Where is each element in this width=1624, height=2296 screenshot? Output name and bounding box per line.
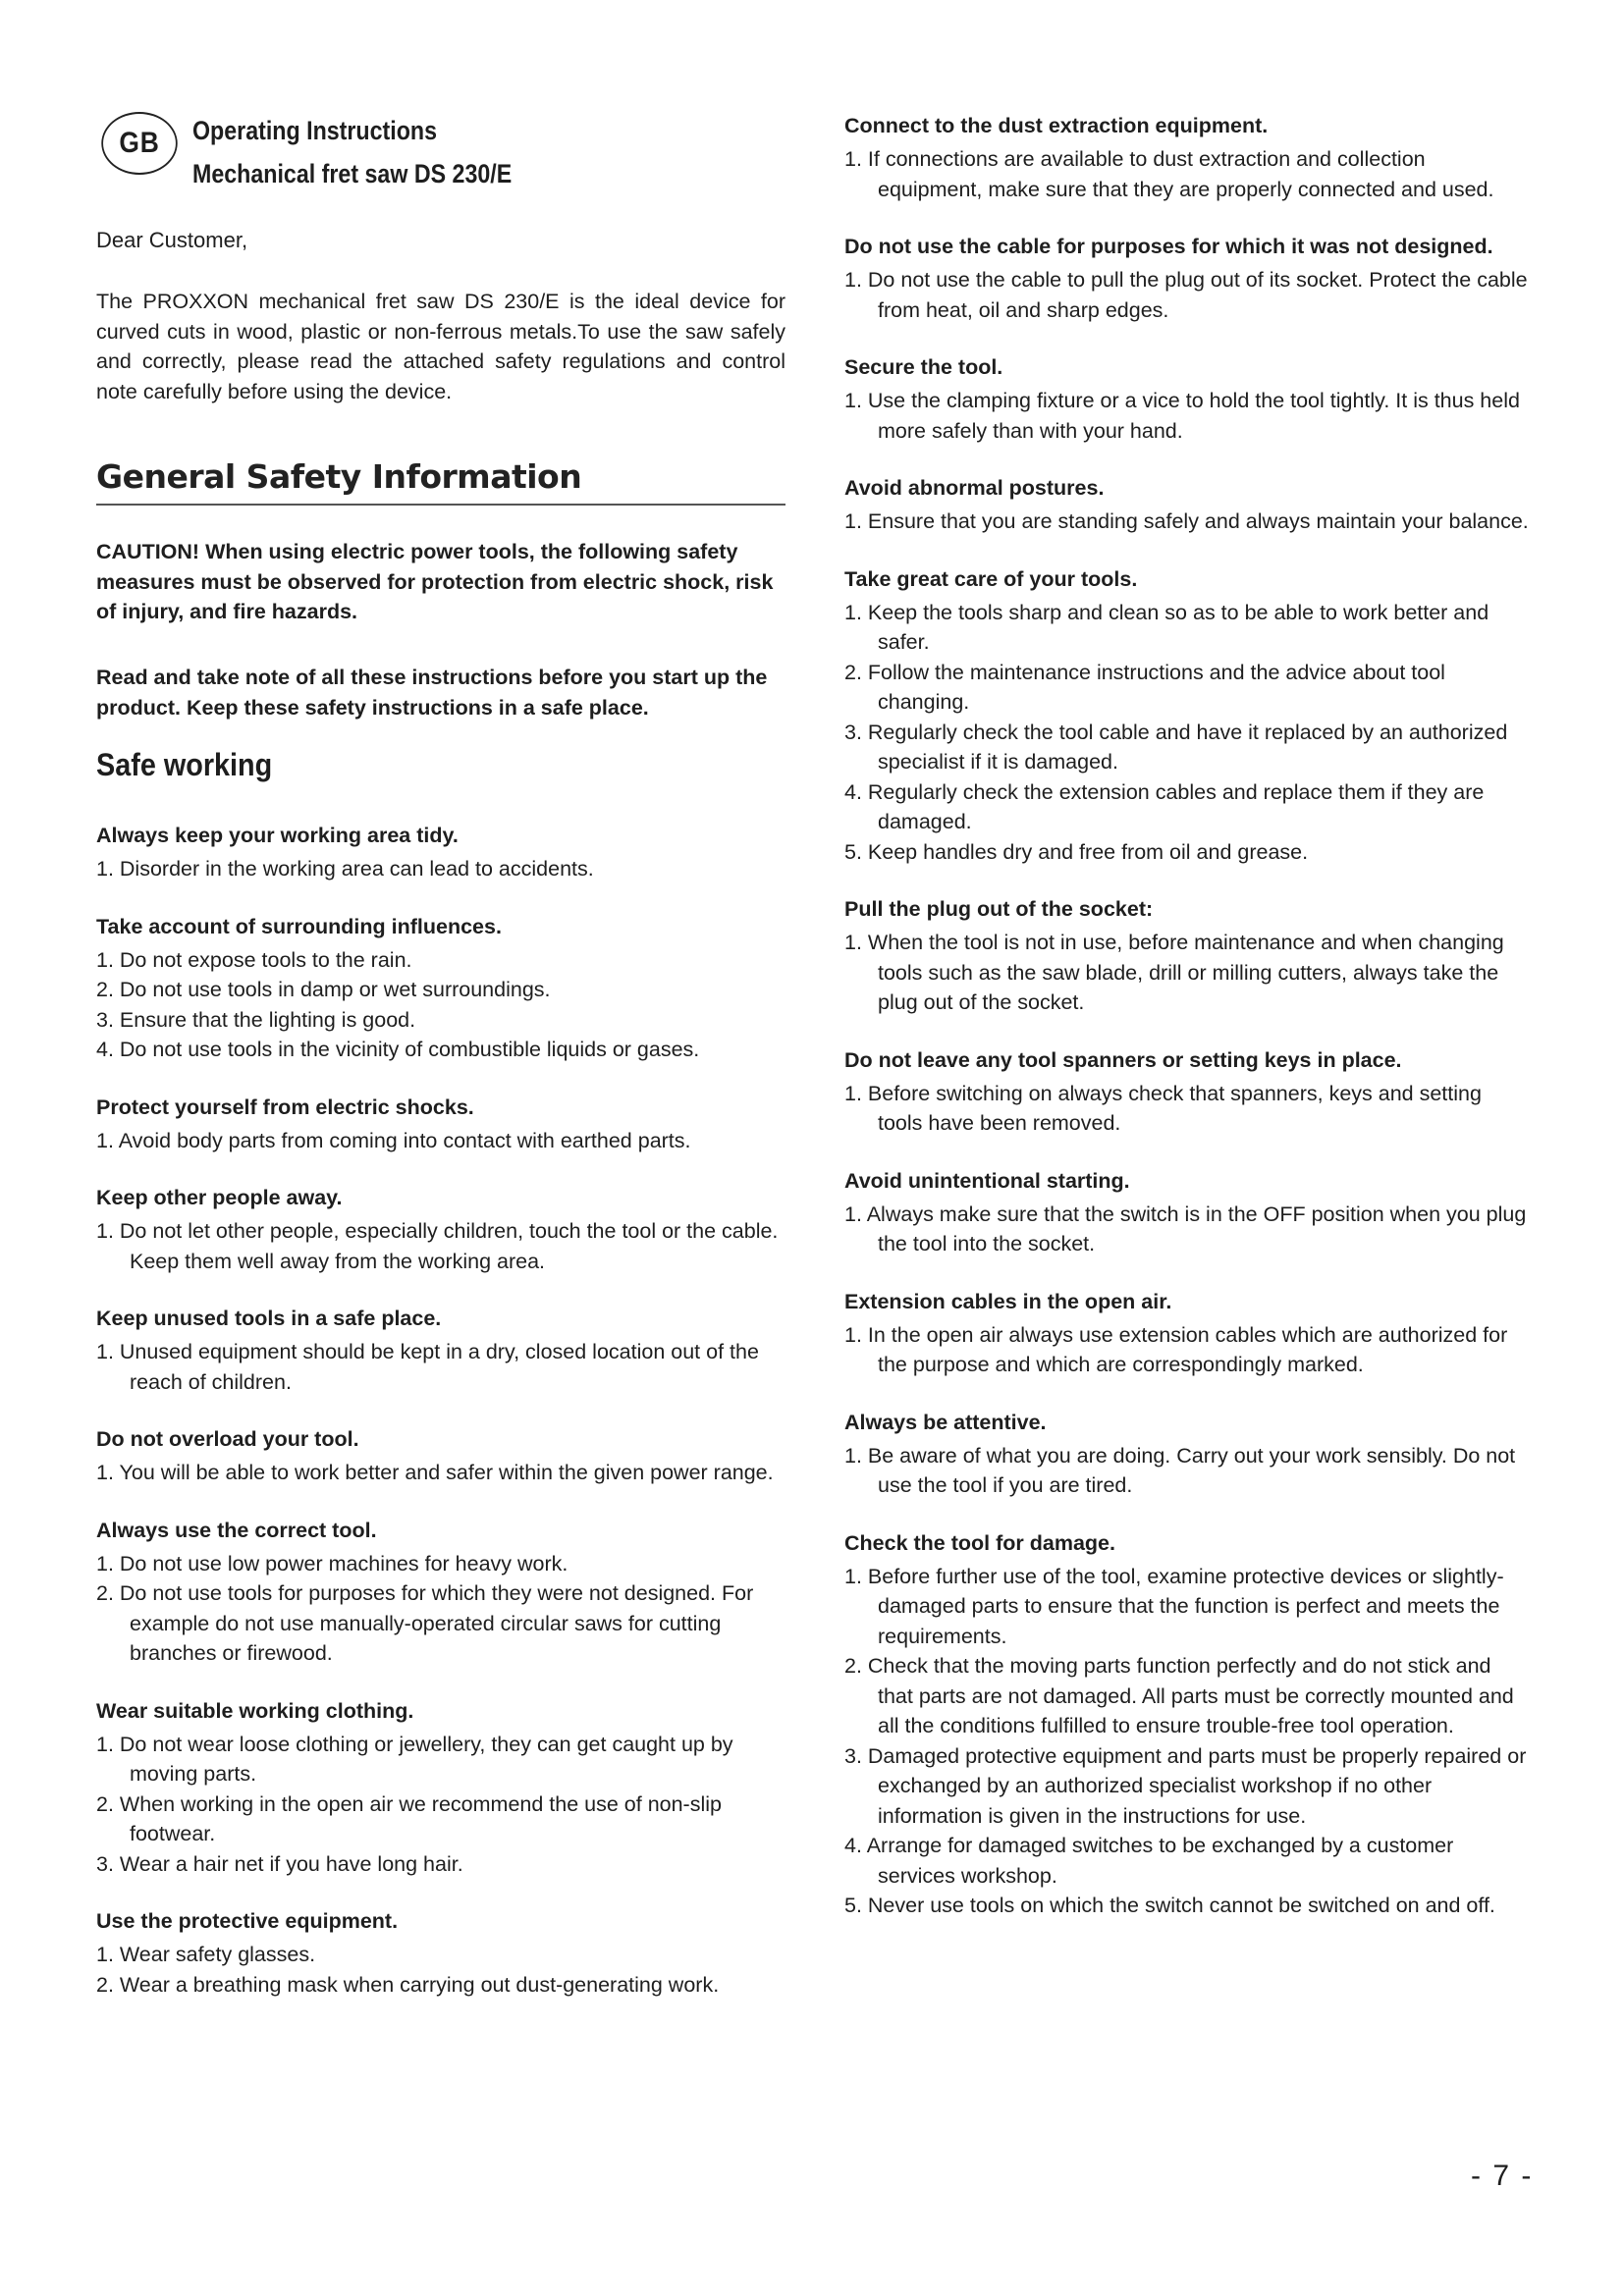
section-title: Secure the tool. (844, 355, 1003, 379)
section-list-item: 3. Wear a hair net if you have long hair. (96, 1851, 463, 1876)
section-title: Protect yourself from electric shocks. (96, 1095, 474, 1119)
salutation: Dear Customer, (96, 228, 248, 252)
safety-section (844, 894, 1532, 1018)
section-list-item: 1. Ensure that you are standing safely and always maintain your balance. (844, 509, 1529, 533)
section-title: Always be attentive. (844, 1410, 1047, 1434)
gb-language-badge: GB (101, 112, 177, 175)
safety-section (96, 821, 785, 884)
section-list-item: 1. Do not let other people, especially children, touch the tool or the cable. Keep them well away from the working area. (96, 1219, 779, 1273)
section-title: Connect to the dust extraction equipment. (844, 114, 1269, 137)
intro-paragraph: The PROXXON mechanical fret saw DS 230/E is the ideal device for curved cuts in wood, plastic or non-ferrous metals.To use the saw safely and correctly, please read the attached safety regulations and control note carefully before using the device. (96, 290, 785, 403)
section-list-item: 1. Unused equipment should be kept in a dry, closed location out of the reach of children. (96, 1340, 759, 1394)
section-title: Avoid unintentional starting. (844, 1168, 1130, 1193)
caution-paragraph: CAUTION! When using electric power tools, the following safety measures must be observed for protection from electric shock, risk of injury, and fire hazards. (96, 540, 774, 623)
section-list-item: 1. If connections are available to dust extraction and collection equipment, make sure that they are properly connected and used. (844, 147, 1494, 201)
general-safety-heading: General Safety Information (96, 457, 785, 506)
section-list-item: 1. Do not use the cable to pull the plug out of its socket. Protect the cable from heat, oil and sharp edges. (844, 268, 1528, 322)
safety-section (844, 352, 1532, 446)
section-title: Extension cables in the open air. (844, 1289, 1172, 1313)
safety-section (96, 1696, 785, 1880)
section-list-item: 2. Check that the moving parts function perfectly and do not stick and that parts are not damaged. All parts must be correctly mounted and all the conditions fulfilled to ensure trouble-free tool operation. (844, 1654, 1514, 1737)
section-list-item: 1. Avoid body parts from coming into contact with earthed parts. (96, 1128, 691, 1152)
section-list-item: 2. Wear a breathing mask when carrying out dust-generating work. (96, 1972, 720, 1997)
section-list-item: 5. Never use tools on which the switch cannot be switched on and off. (844, 1894, 1495, 1917)
right-safety-sections (844, 111, 1532, 1949)
section-list-item: 5. Keep handles dry and free from oil and grease. (844, 839, 1309, 864)
section-title: Keep other people away. (96, 1186, 343, 1209)
section-title: Pull the plug out of the socket: (844, 897, 1154, 921)
safety-section (844, 1045, 1532, 1139)
section-title: Do not overload your tool. (96, 1427, 359, 1451)
section-title: Do not leave any tool spanners or setting keys in place. (844, 1047, 1402, 1072)
section-list-item: 4. Arrange for damaged switches to be exchanged by a customer services workshop. (844, 1834, 1454, 1888)
section-list-item: 1. Use the clamping fixture or a vice to hold the tool tightly. It is thus held more safely than with your hand. (844, 389, 1520, 443)
safety-section (844, 1166, 1532, 1259)
title-line-1: Operating Instructions (192, 116, 437, 145)
safety-section (844, 473, 1532, 537)
section-list-item: 4. Regularly check the extension cables and replace them if they are damaged. (844, 779, 1485, 833)
section-list-item: 2. Do not use tools for purposes for which they were not designed. For example do not use manually-operated circular saws for cutting branches or firewood. (96, 1581, 754, 1665)
section-title: Always use the correct tool. (96, 1518, 377, 1542)
safety-section (96, 1183, 785, 1276)
safety-section (96, 1424, 785, 1488)
section-list-item: 1. Do not expose tools to the rain. (96, 947, 412, 972)
safety-section (96, 1906, 785, 2000)
section-title: Keep unused tools in a safe place. (96, 1307, 442, 1330)
section-list-item: 1. Do not wear loose clothing or jewellery, they can get caught up by moving parts. (96, 1732, 733, 1786)
section-title: Take great care of your tools. (844, 566, 1138, 591)
safety-section (96, 912, 785, 1065)
safety-section (844, 1408, 1532, 1501)
section-title: Always keep your working area tidy. (96, 824, 459, 847)
safety-section (844, 564, 1532, 868)
section-list-item: 1. Keep the tools sharp and clean so as to be able to work better and safer. (844, 600, 1489, 654)
page-number: - 7 - (1471, 2160, 1534, 2192)
safety-section (844, 1287, 1532, 1380)
section-title: Use the protective equipment. (96, 1909, 399, 1933)
section-list-item: 1. Wear safety glasses. (96, 1943, 316, 1966)
safe-working-heading: Safe working (96, 747, 273, 782)
section-title: Take account of surrounding influences. (96, 914, 502, 938)
safety-section (96, 1093, 785, 1156)
title-line-2: Mechanical fret saw DS 230/E (192, 159, 513, 188)
section-list-item: 3. Regularly check the tool cable and have it replaced by an authorized specialist if it is damaged. (844, 720, 1508, 774)
section-list-item: 3. Ensure that the lighting is good. (96, 1007, 416, 1032)
section-title: Avoid abnormal postures. (844, 476, 1105, 500)
section-list-item: 1. Always make sure that the switch is in the OFF position when you plug the tool into the socket. (844, 1201, 1527, 1255)
section-list-item: 1. Do not use low power machines for heavy work. (96, 1551, 568, 1575)
section-list-item: 2. Do not use tools in damp or wet surroundings. (96, 978, 551, 1001)
section-title: Do not use the cable for purposes for which it was not designed. (844, 235, 1493, 258)
section-list-item: 2. Follow the maintenance instructions and the advice about tool changing. (844, 660, 1445, 714)
section-list-item: 3. Damaged protective equipment and parts must be properly repaired or exchanged by an authorized specialist workshop if no other information is given in the instructions for use. (844, 1743, 1527, 1828)
section-list-item: 1. Disorder in the working area can lead to accidents. (96, 857, 594, 881)
document-title (192, 109, 512, 195)
section-list-item: 1. You will be able to work better and safer within the given power range. (96, 1461, 774, 1484)
safety-section (844, 1528, 1532, 1921)
section-list-item: 1. Before further use of the tool, examine protective devices or slightly-damaged parts to ensure that the function is perfect and meets the requirements. (844, 1564, 1504, 1648)
safety-section (96, 1516, 785, 1669)
section-list-item: 1. Be aware of what you are doing. Carry out your work sensibly. Do not use the tool if you are tired. (844, 1443, 1516, 1497)
section-title: Wear suitable working clothing. (96, 1698, 414, 1723)
section-list-item: 2. When working in the open air we recommend the use of non-slip footwear. (96, 1791, 722, 1845)
section-list-item: 1. Before switching on always check that spanners, keys and setting tools have been removed. (844, 1081, 1482, 1135)
section-list-item: 4. Do not use tools in the vicinity of combustible liquids or gases. (96, 1038, 700, 1061)
section-list-item: 1. In the open air always use extension cables which are authorized for the purpose and which are correspondingly marked. (844, 1322, 1508, 1376)
section-list-item: 1. When the tool is not in use, before maintenance and when changing tools such as the saw blade, drill or milling cutters, always take the plug out of the socket. (844, 931, 1504, 1014)
safety-section (844, 111, 1532, 204)
section-title: Check the tool for damage. (844, 1530, 1115, 1555)
read-instructions-paragraph: Read and take note of all these instructions before you start up the product. Keep these safety instructions in a safe place. (96, 666, 768, 720)
safety-section (844, 232, 1532, 325)
left-safety-sections (96, 821, 785, 2027)
safety-section (96, 1304, 785, 1397)
